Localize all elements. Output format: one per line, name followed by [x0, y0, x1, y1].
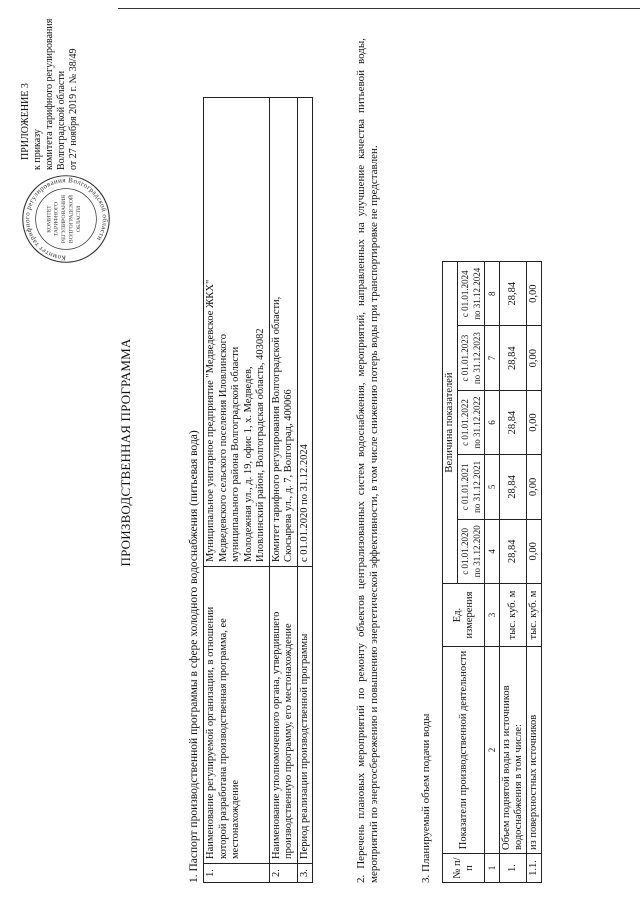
seal-text-line: РЕГУЛИРОВАНИЯ	[61, 194, 68, 244]
row-value-line: муниципального района Волгоградской области	[230, 346, 241, 562]
row-value: 28,84	[500, 519, 527, 583]
row-value-line: Муниципальное унитарное предприятие "Медведевское ЖКХ"	[205, 279, 216, 562]
column-number: 8	[485, 262, 500, 326]
row-value-line: Молодежная ул., д. 19, офис 1, х. Медведев,	[242, 366, 254, 562]
row-value-line: Медведевского сельского поселения Иловлинского	[217, 334, 229, 562]
section3-heading: 3. Планируемый объем подачи воды	[420, 713, 432, 883]
appendix-committee: комитета тарифного регулирования	[44, 18, 55, 170]
table-row	[204, 98, 270, 883]
column-number: 5	[485, 455, 500, 519]
header-num: № п/п	[443, 854, 485, 883]
row-value: 0,00	[527, 390, 542, 454]
document-title: ПРОИЗВОДСТВЕННАЯ ПРОГРАММА	[118, 338, 133, 567]
row-value-line: Скосырева ул., д. 7, Волгоград, 400066	[283, 389, 294, 562]
row-value: 28,84	[500, 455, 527, 519]
row-indicator: из поверхностных источников	[527, 647, 542, 854]
row-value: 28,84	[500, 262, 527, 326]
official-seal-icon	[20, 173, 112, 265]
column-number: 7	[485, 326, 500, 390]
row-value-line: Комитет тарифного регулирования Волгоградской области,	[270, 296, 282, 562]
header-unit: Ед. измерения	[443, 584, 485, 647]
section1-heading: 1. Паспорт производственной программы в сфере холодного водоснабжения (питьевая вода)	[188, 430, 200, 883]
row-value-line: с 01.01.2020 по 31.12.2024	[298, 444, 310, 562]
volume-table	[442, 261, 542, 883]
row-unit: тыс. куб. м	[527, 584, 542, 647]
row-name: Наименование регулируемой организации, в отношении которой разработана производственная программа, ее местонахождение	[204, 567, 270, 864]
column-number: 6	[485, 390, 500, 454]
appendix-header	[20, 20, 80, 170]
table-row	[297, 98, 313, 883]
row-number: 3.	[297, 864, 313, 883]
seal-text-line: КОМИТЕТ	[46, 205, 53, 233]
table-row	[269, 98, 297, 883]
passport-table	[203, 97, 313, 883]
table-row	[527, 262, 542, 883]
header-period: с 01.01.2022 по 31.12.2022	[458, 390, 485, 454]
header-period: с 01.01.2023 по 31.12.2023	[458, 326, 485, 390]
row-value	[269, 98, 297, 567]
row-value-line: Иловлинский район, Волгоградская область, 403082	[255, 328, 266, 562]
header-period: с 01.01.2020 по 31.12.2020	[458, 519, 485, 583]
row-value: 0,00	[527, 455, 542, 519]
row-number: 1.	[204, 864, 270, 883]
header-indicator: Показатели производственной деятельности	[443, 647, 485, 854]
seal-text-line: ОБЛАСТИ	[75, 205, 82, 233]
row-indicator: Объем поднятой воды из источников водоснабжения в том числе:	[500, 647, 527, 854]
row-name: Наименование уполномоченного органа, утвердившего производственную программу, его местонахождение	[269, 567, 297, 864]
row-number: 1.	[500, 854, 527, 883]
row-unit: тыс. куб. м	[500, 584, 527, 647]
header-values-group: Величина показателей	[443, 262, 458, 584]
seal-text-line: ВОЛГОГРАДСКОЙ	[68, 194, 75, 244]
column-number-row	[485, 262, 500, 883]
row-value: 0,00	[527, 262, 542, 326]
table-row	[500, 262, 527, 883]
seal-text-line: ТАРИФНОГО	[53, 201, 60, 237]
appendix-region: Волгоградской области	[56, 70, 67, 170]
column-number: 2	[485, 647, 500, 854]
column-number: 3	[485, 584, 500, 647]
row-value: 0,00	[527, 519, 542, 583]
row-value	[204, 98, 270, 567]
row-name: Период реализации производственной программы	[297, 567, 313, 864]
row-value: 28,84	[500, 390, 527, 454]
header-period: с 01.01.2021 по 31.12.2021	[458, 455, 485, 519]
appendix-label: ПРИЛОЖЕНИЕ 3	[20, 83, 31, 160]
row-value: 28,84	[500, 326, 527, 390]
column-number: 1	[485, 854, 500, 883]
appendix-date: от 27 ноября 2019 г. № 38/49	[68, 48, 79, 170]
column-number: 4	[485, 519, 500, 583]
appendix-order: к приказу	[32, 129, 43, 170]
row-number: 2.	[269, 864, 297, 883]
header-row	[443, 262, 458, 883]
header-period: с 01.01.2024 по 31.12.2024	[458, 262, 485, 326]
row-value	[297, 98, 313, 567]
svg-text:КОМИТЕТТАРИФНОГОРЕГУЛИРОВАНИЯВ	[46, 195, 81, 243]
section2-text: 2. Перечень плановых мероприятий по ремонту объектов централизованных систем водоснабжения, мероприятий, направленных на улучшение качества питьевой воды, мероприятий по энергосбережению и повышению энергетической эффективности, в том числе снижению потерь воды при транспортировке не представлен.	[355, 38, 380, 883]
row-value: 0,00	[527, 326, 542, 390]
svg-text:Комитет тарифного регулировани: Комитет тарифного регулирования Волгоградской области	[23, 176, 109, 262]
row-number: 1.1.	[527, 854, 542, 883]
